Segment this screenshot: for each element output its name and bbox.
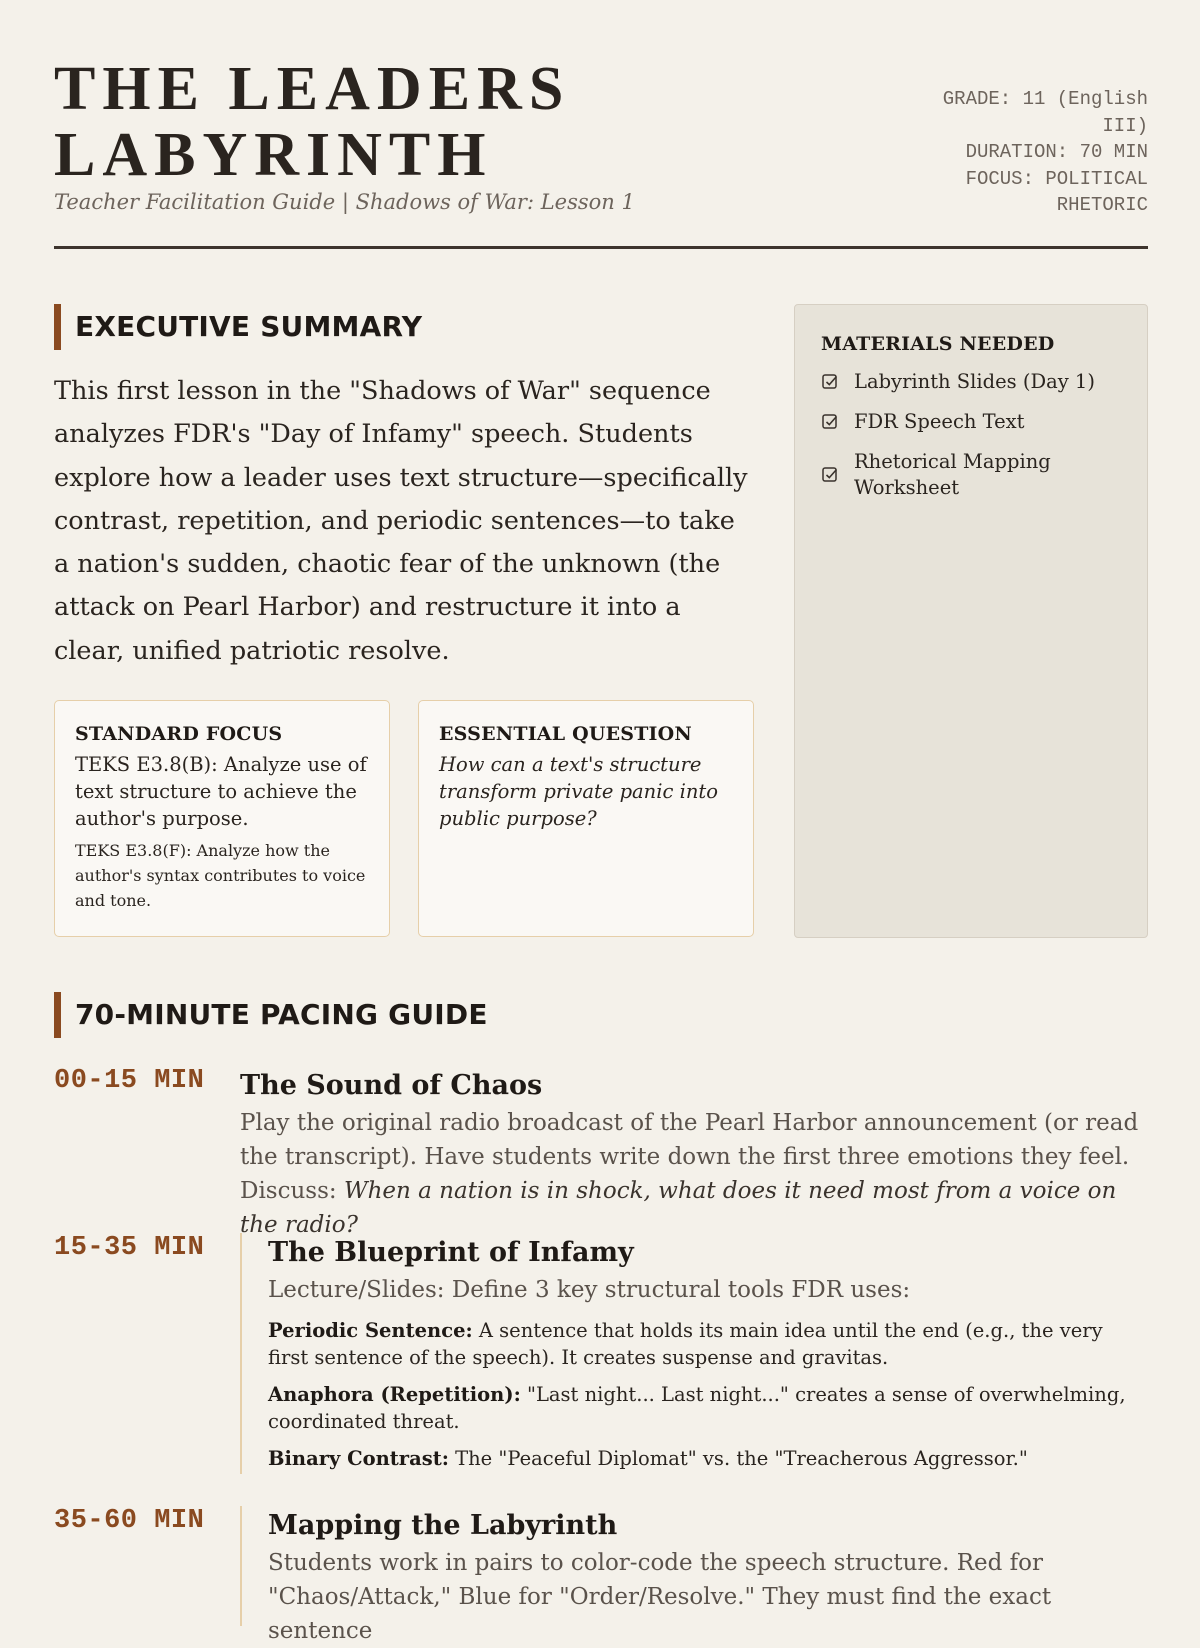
pacing-title: Mapping the Labyrinth xyxy=(268,1510,618,1541)
meta-grade: GRADE: 11 (English III) xyxy=(942,88,1148,137)
materials-item-label: Labyrinth Slides (Day 1) xyxy=(854,370,1095,393)
standard-focus-line-2: TEKS E3.8(F): Analyze how the author's syntax contributes to voice and tone. xyxy=(75,841,366,910)
pacing-body xyxy=(240,1066,1148,1242)
essential-question-title: ESSENTIAL QUESTION xyxy=(439,723,692,745)
tool-term: Binary Contrast: xyxy=(268,1447,449,1470)
pacing-body xyxy=(240,1506,1148,1644)
essential-question-text: How can a text's structure transform private panic into public purpose? xyxy=(439,753,718,830)
tool-term: Anaphora (Repetition): xyxy=(268,1383,521,1406)
structural-tool-item xyxy=(268,1445,1148,1472)
standard-focus-card xyxy=(54,700,390,937)
structural-tool-item xyxy=(268,1317,1148,1371)
pacing-description: Lecture/Slides: Define 3 key structural tools FDR uses: xyxy=(268,1277,911,1303)
checkbox-icon xyxy=(821,413,839,431)
header xyxy=(54,56,1148,248)
pacing-body xyxy=(240,1233,1148,1474)
materials-item xyxy=(821,449,1121,501)
header-divider xyxy=(54,246,1148,249)
meta-duration: DURATION: 70 MIN xyxy=(965,141,1148,163)
tool-definition: "Last night... Last night..." creates a sense of overwhelming, coordinated threat. xyxy=(268,1383,1126,1433)
pacing-description xyxy=(240,1106,1148,1242)
structural-tool-item xyxy=(268,1381,1148,1435)
pacing-discussion-question: When a nation is in shock, what does it need most from a voice on the radio? xyxy=(240,1178,1117,1238)
pacing-title: The Blueprint of Infamy xyxy=(268,1237,634,1268)
checkbox-icon xyxy=(821,466,839,484)
title-line-1: THE LEADERS xyxy=(54,55,571,123)
materials-panel xyxy=(794,304,1148,938)
page-title xyxy=(54,56,674,188)
pacing-description: Students work in pairs to color-code the speech structure. Red for "Chaos/Attack," Blue for "Order/Resolve." They must find the exact sentence xyxy=(268,1550,1052,1644)
tool-definition: A sentence that holds its main idea until the end (e.g., the very first sentence of the speech). It creates suspense and gravitas. xyxy=(268,1319,1103,1369)
materials-item xyxy=(821,369,1121,395)
pacing-time: 00-15 MIN xyxy=(54,1066,205,1096)
materials-item-label: FDR Speech Text xyxy=(854,410,1025,433)
pacing-title: The Sound of Chaos xyxy=(240,1070,543,1101)
checkbox-icon xyxy=(821,373,839,391)
executive-summary-text: This first lesson in the "Shadows of War" sequence analyzes FDR's "Day of Infamy" speech. Students explore how a leader uses text structure—specifically contrast, repetition, and periodic sentences—to take a nation's sudden, chaotic fear of the unknown (the attack on Pearl Harbor) and restructure it into a clear, unified patriotic resolve. xyxy=(54,376,748,666)
pacing-guide-heading: 70-MINUTE PACING GUIDE xyxy=(54,992,488,1038)
standard-focus-title: STANDARD FOCUS xyxy=(75,723,283,745)
title-line-2: LABYRINTH xyxy=(54,121,493,189)
materials-item xyxy=(821,409,1121,435)
essential-question-card xyxy=(418,700,754,937)
tool-term: Periodic Sentence: xyxy=(268,1319,473,1342)
tool-definition: The "Peaceful Diplomat" vs. the "Treacherous Aggressor." xyxy=(455,1447,1028,1470)
materials-item-label: Rhetorical Mapping Worksheet xyxy=(854,450,1051,499)
pacing-description-text: Play the original radio broadcast of the Pearl Harbor announcement (or read the transcript). Have students write down the first three emotions they feel. Discuss: xyxy=(240,1110,1139,1204)
standard-focus-line-1: TEKS E3.8(B): Analyze use of text structure to achieve the author's purpose. xyxy=(75,753,367,830)
lesson-meta xyxy=(908,86,1148,219)
pacing-time: 35-60 MIN xyxy=(54,1506,205,1536)
subtitle: Teacher Facilitation Guide | Shadows of War: Lesson 1 xyxy=(54,190,635,214)
executive-summary-heading: EXECUTIVE SUMMARY xyxy=(54,304,422,350)
pacing-time: 15-35 MIN xyxy=(54,1233,205,1263)
meta-focus: FOCUS: POLITICAL RHETORIC xyxy=(965,167,1148,216)
materials-title: MATERIALS NEEDED xyxy=(821,333,1055,355)
